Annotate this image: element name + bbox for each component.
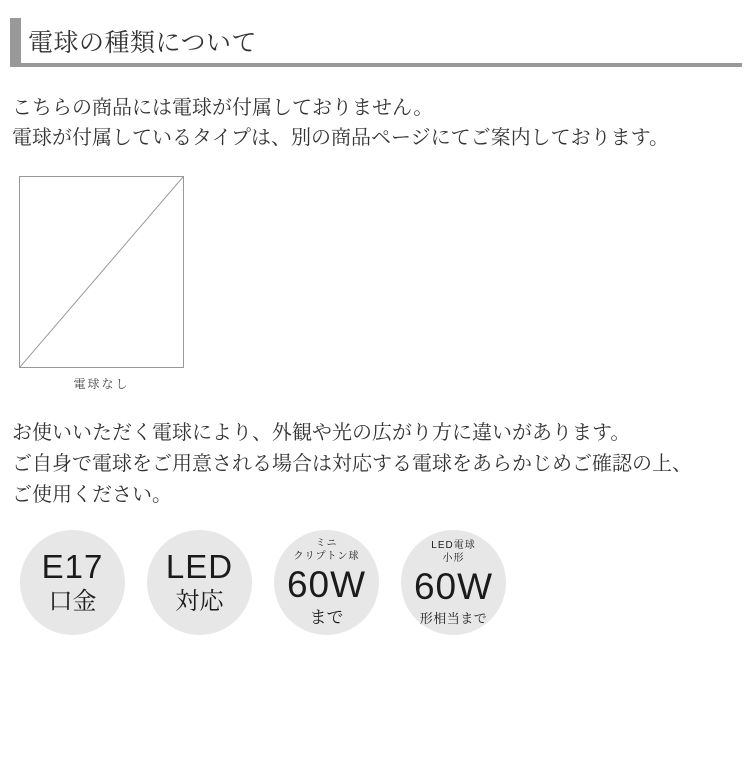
notes-line-1: お使いいただく電球により、外観や光の広がり方に違いがあります。 — [12, 422, 631, 444]
intro-line-1: こちらの商品には電球が付属しておりません。 — [12, 97, 434, 119]
diagonal-line-icon — [20, 177, 183, 367]
notes-line-2: ご自身で電球をご用意される場合は対応する電球をあらかじめご確認の上、 — [12, 453, 692, 475]
badge-krypton-cap-2: クリプトン球 — [293, 551, 360, 562]
badge-e17-main: E17 — [41, 548, 104, 585]
badge-e17-sub: 口金 — [48, 588, 97, 615]
section-header — [10, 18, 742, 67]
badge-krypton-sub: まで — [309, 608, 344, 627]
figure-caption: 電球なし — [73, 377, 130, 391]
badge-led-small-sub: 形相当まで — [419, 610, 488, 626]
no-bulb-placeholder-image — [19, 176, 184, 368]
badge-krypton-wattage: 60W — [286, 564, 367, 605]
badge-led-compatible — [147, 530, 252, 635]
intro-paragraph — [12, 93, 738, 153]
notes-line-3: ご使用ください。 — [12, 484, 172, 506]
badge-led-small-wattage: 60W — [413, 565, 494, 607]
badge-krypton-cap-1: ミニ — [315, 538, 338, 549]
badge-led-small-60w — [401, 530, 506, 635]
no-bulb-figure — [19, 176, 184, 392]
section-title: 電球の種類について — [28, 28, 258, 57]
notes-paragraph — [12, 418, 738, 511]
badge-led-small-cap-1: LED電球 — [431, 539, 476, 551]
intro-line-2: 電球が付属しているタイプは、別の商品ページにてご案内しております。 — [12, 127, 669, 149]
spec-badges-row — [20, 530, 750, 635]
badge-mini-krypton-60w — [274, 530, 379, 635]
badge-e17-socket — [20, 530, 125, 635]
badge-led-main: LED — [165, 548, 234, 585]
badge-led-sub: 対応 — [175, 588, 224, 615]
badge-led-small-cap-2: 小形 — [442, 552, 465, 564]
